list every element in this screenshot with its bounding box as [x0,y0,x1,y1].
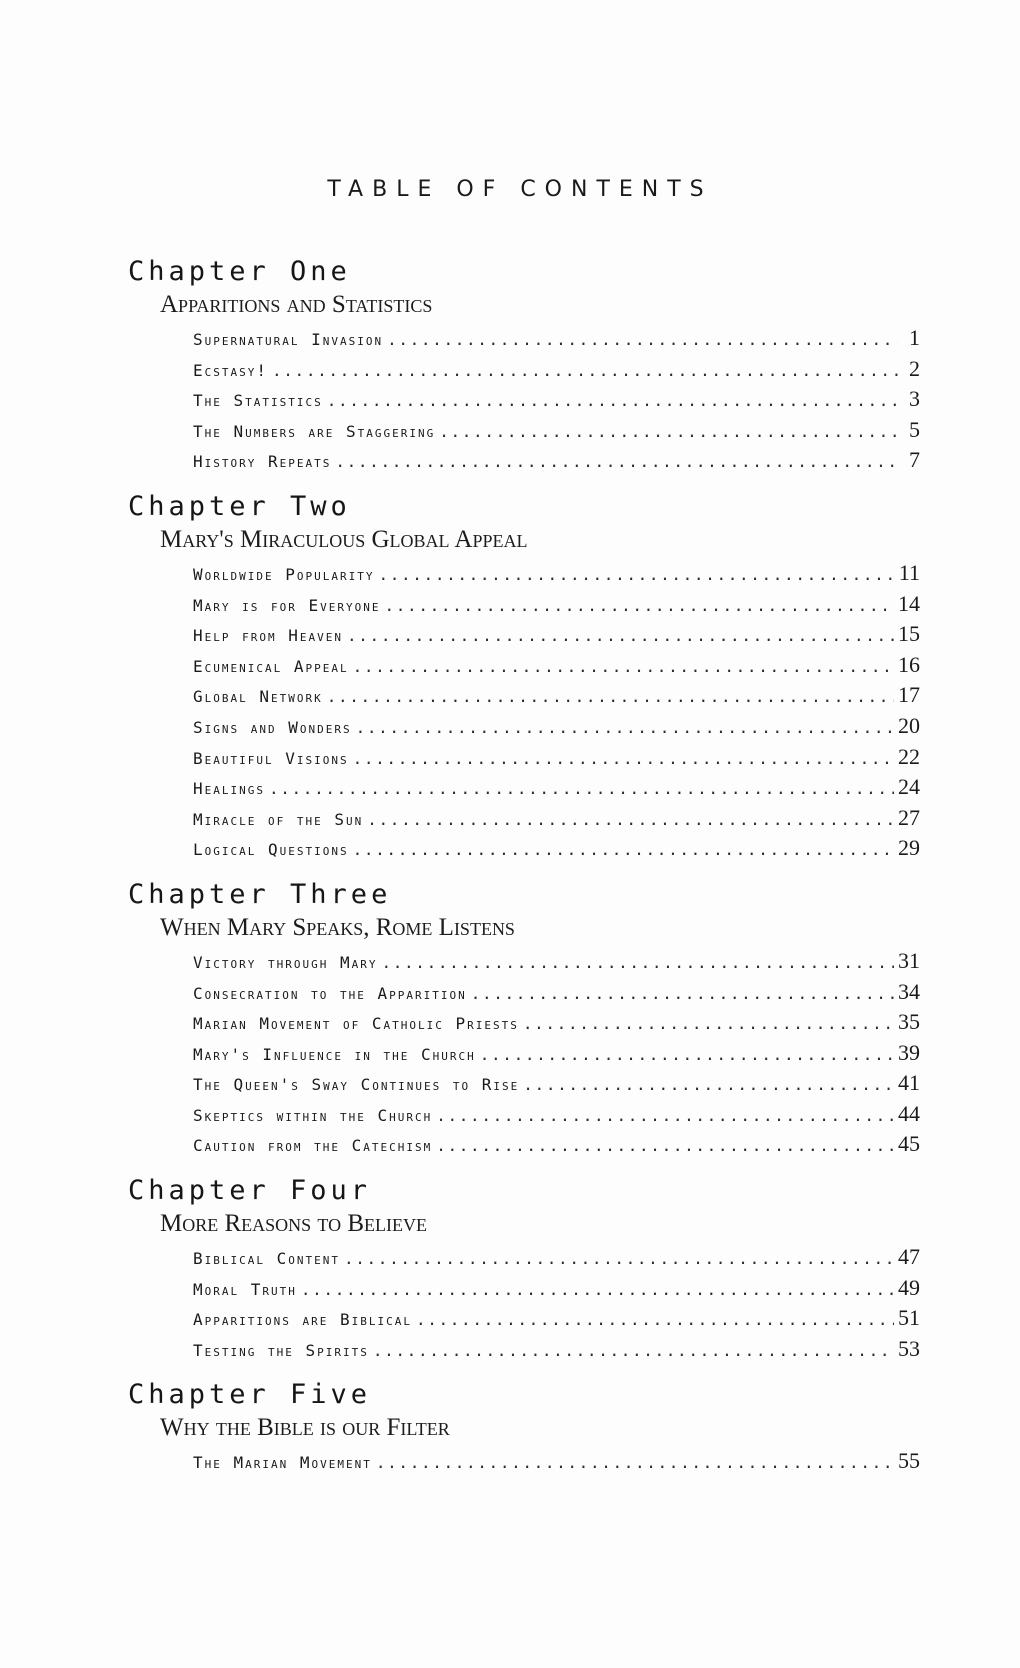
chapter-subtitle: Why the Bible is our Filter [160,1414,450,1442]
chapter-heading: Chapter Five [128,1379,372,1411]
entry-title: Ecumenical Appeal [193,656,349,676]
dot-leader [373,1336,894,1366]
dot-leader [376,1448,894,1478]
dot-leader [269,774,894,804]
entry-title: Signs and Wonders [193,717,352,737]
entry-title: Victory through Mary [193,952,378,972]
entry-list [128,558,920,864]
entry-page-number: 35 [898,1009,920,1035]
entry-title: Moral Truth [193,1279,297,1299]
entry-title: Ecstasy! [193,360,269,380]
toc-entry [193,680,920,711]
dot-leader [471,979,894,1009]
dot-leader [385,591,894,621]
chapter-subtitle: When Mary Speaks, Rome Listens [160,913,515,941]
dot-leader [301,1275,894,1305]
chapter-subtitle: Apparitions and Statistics [160,291,433,318]
chapter-subtitle: More Reasons to Believe [160,1210,427,1238]
entry-title: Logical Questions [193,840,349,860]
entry-title: Biblical Content [193,1249,340,1269]
dot-leader [367,805,894,835]
entry-page-number: 44 [898,1100,920,1126]
toc-entry [193,619,920,650]
toc-entry [193,1242,920,1273]
entry-title: Caution from the Catechism [193,1136,433,1156]
toc-entry [193,833,920,864]
toc-entry [193,1099,920,1130]
entry-page-number: 17 [898,682,920,708]
entry-title: Skeptics within the Church [193,1105,433,1125]
toc-entry [193,384,920,415]
entry-page-number: 5 [909,416,920,442]
dot-leader [353,744,894,774]
dot-leader [436,1101,894,1131]
toc-entry [193,415,920,446]
entry-page-number: 15 [898,621,920,647]
entry-title: Consecration to the Apparition [193,983,467,1003]
entry-page-number: 45 [898,1131,920,1157]
entry-title: Beautiful Visions [193,748,349,768]
toc-entry [193,1303,920,1334]
dot-leader [353,835,894,865]
dot-leader [387,325,898,355]
toc-entry [193,1129,920,1160]
entry-list [128,946,920,1160]
chapter-section [128,255,920,476]
toc-entry [193,1334,920,1365]
entry-page-number: 34 [898,978,920,1004]
toc-entry [193,977,920,1008]
chapter-heading: Chapter Four [128,1175,372,1207]
toc-entry [193,558,920,589]
entry-list [128,1242,920,1364]
entry-page-number: 31 [898,947,920,973]
dot-leader [382,948,895,978]
chapter-heading: Chapter Three [128,878,392,910]
entry-page-number: 47 [898,1244,920,1270]
chapter-section [128,1174,920,1364]
entry-title: Worldwide Popularity [193,564,375,584]
toc-entry [193,323,920,354]
entry-page-number: 55 [898,1448,920,1474]
entry-title: Global Network [193,687,323,707]
entry-page-number: 27 [898,804,920,830]
entry-title: Marian Movement of Catholic Priests [193,1014,519,1034]
entry-page-number: 7 [909,447,920,473]
dot-leader [436,1131,894,1161]
dot-leader [523,1070,894,1100]
toc-entry [193,742,920,773]
dot-leader [272,356,898,386]
entry-title: Healings [193,779,265,799]
page-title: TABLE OF CONTENTS [327,177,713,202]
chapter-section [128,1378,920,1477]
dot-leader [378,560,894,590]
entry-title: Supernatural Invasion [193,330,384,349]
entry-title: The Marian Movement [193,1453,372,1473]
toc-entry [193,650,920,681]
entry-list [128,1446,920,1477]
entry-page-number: 3 [909,386,920,412]
toc-entry [193,1273,920,1304]
table-of-contents [128,255,920,1477]
entry-page-number: 39 [898,1039,920,1065]
toc-entry [193,946,920,977]
dot-leader [327,682,894,712]
dot-leader [335,447,898,477]
entry-title: Apparitions are Biblical [193,1310,412,1330]
entry-title: Testing the Spirits [193,1340,369,1360]
entry-page-number: 29 [898,835,920,861]
entry-page-number: 16 [898,651,920,677]
chapter-heading: Chapter Two [128,490,351,522]
dot-leader [327,386,898,416]
toc-entry [193,1007,920,1038]
entry-page-number: 11 [898,559,920,585]
entry-title: The Numbers are Staggering [193,421,436,441]
entry-page-number: 22 [898,743,920,769]
entry-title: Miracle of the Sun [193,809,364,829]
dot-leader [439,417,898,447]
chapter-section [128,490,920,864]
entry-list [128,323,920,476]
entry-page-number: 49 [898,1274,920,1300]
entry-page-number: 20 [898,712,920,738]
entry-title: The Queen's Sway Continues to Rise [193,1075,520,1095]
entry-title: Mary's Influence in the Church [193,1044,476,1064]
toc-entry [193,772,920,803]
entry-title: Help from Heaven [193,626,344,646]
entry-page-number: 41 [898,1070,920,1096]
dot-leader [344,1244,894,1274]
toc-entry [193,711,920,742]
chapter-heading: Chapter One [128,256,351,287]
toc-entry [193,1038,920,1069]
dot-leader [523,1009,894,1039]
entry-page-number: 51 [898,1305,920,1331]
toc-entry [193,803,920,834]
toc-entry [193,354,920,385]
entry-page-number: 2 [909,355,920,381]
toc-entry [193,445,920,476]
entry-title: The Statistics [193,391,323,411]
chapter-subtitle: Mary's Miraculous Global Appeal [160,525,528,553]
dot-leader [347,621,894,651]
dot-leader [480,1040,894,1070]
toc-entry [193,1068,920,1099]
entry-page-number: 24 [898,774,920,800]
entry-title: History Repeats [193,452,332,472]
entry-page-number: 14 [898,590,920,616]
toc-entry [193,1446,920,1477]
dot-leader [356,713,894,743]
entry-page-number: 53 [898,1335,920,1361]
entry-page-number: 1 [909,325,920,350]
dot-leader [416,1305,894,1335]
entry-title: Mary is for Everyone [193,595,381,615]
chapter-section [128,878,920,1160]
dot-leader [353,652,894,682]
toc-entry [193,589,920,620]
